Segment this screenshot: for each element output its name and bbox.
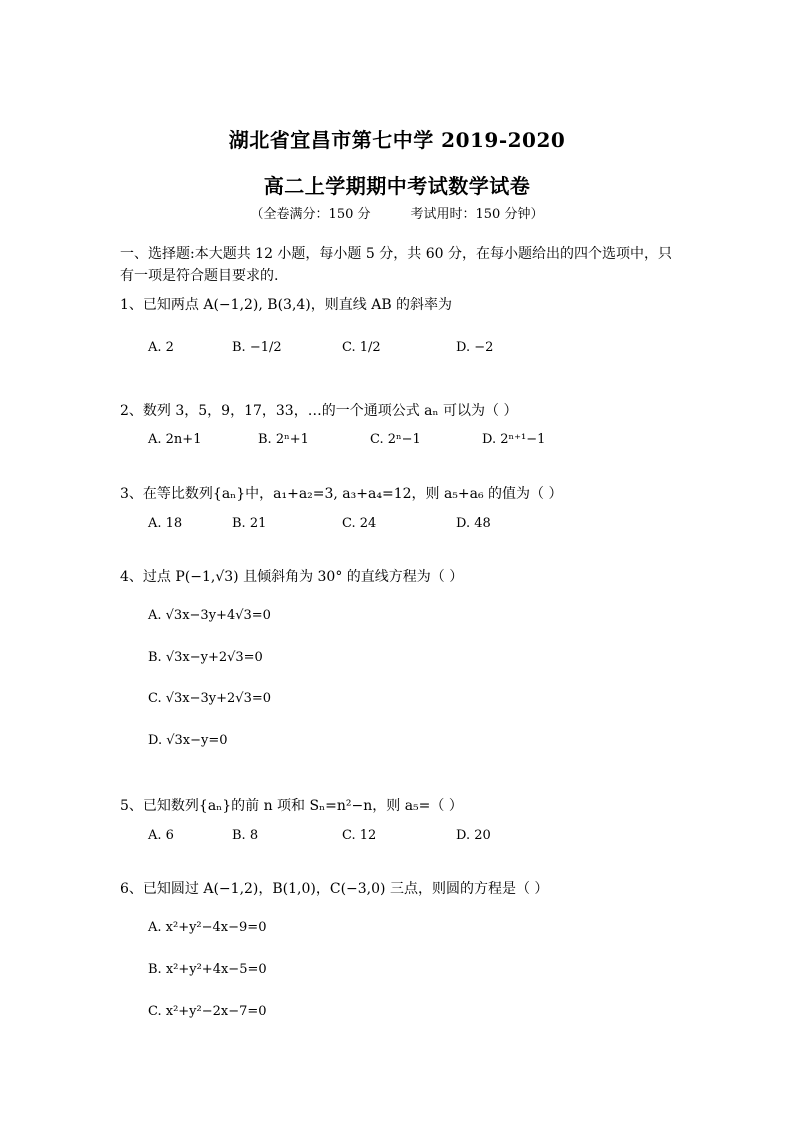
question-2-option-a: A. 2n+1: [148, 432, 202, 447]
question-5-stem: 5、已知数列{aₙ}的前 n 项和 Sₙ=n²−n，则 a₅=（ ）: [120, 798, 463, 814]
question-3-option-c: C. 24: [342, 516, 377, 531]
question-6-stem: 6、已知圆过 A(−1,2)，B(1,0)，C(−3,0) 三点，则圆的方程是（ ）: [120, 881, 549, 897]
question-4-option-b: B. √3x−y+2√3=0: [148, 650, 263, 665]
question-1-stem: 1、已知两点 A(−1,2), B(3,4)，则直线 AB 的斜率为: [120, 297, 453, 313]
question-2-option-c: C. 2ⁿ−1: [370, 432, 421, 447]
full-score: （全卷满分：150 分: [250, 207, 371, 222]
page-subtitle: 高二上学期期中考试数学试卷: [263, 174, 531, 198]
page-title: 湖北省宜昌市第七中学 2019-2020: [228, 128, 566, 152]
question-4-option-c: C. √3x−3y+2√3=0: [148, 691, 272, 706]
question-3-stem: 3、在等比数列{aₙ}中，a₁+a₂=3, a₃+a₄=12，则 a₅+a₆ 的值为（ ）: [120, 486, 563, 502]
question-4-option-d: D. √3x−y=0: [148, 733, 228, 748]
exam-time: 考试用时：150 分钟）: [410, 207, 544, 222]
question-2-stem: 2、数列 3，5，9，17，33，…的一个通项公式 aₙ 可以为（ ）: [120, 403, 518, 419]
section-intro: 一、选择题:本大题共 12 小题，每小题 5 分，共 60 分，在每小题给出的四个选项中，只有一项是符合题目要求的.: [120, 246, 672, 284]
question-6-option-c: C. x²+y²−2x−7=0: [148, 1004, 267, 1019]
question-5-option-a: A. 6: [148, 828, 174, 843]
question-6-option-a: A. x²+y²−4x−9=0: [148, 920, 267, 935]
question-3-option-d: D. 48: [456, 516, 491, 531]
question-2-option-b: B. 2ⁿ+1: [258, 432, 309, 447]
question-5-option-d: D. 20: [456, 828, 491, 843]
question-3-option-b: B. 21: [232, 516, 267, 531]
question-5-option-b: B. 8: [232, 828, 259, 843]
question-1-option-d: D. −2: [456, 340, 494, 355]
question-1-option-a: A. 2: [148, 340, 174, 355]
question-5-option-c: C. 12: [342, 828, 377, 843]
question-1-option-c: C. 1/2: [342, 340, 381, 355]
question-1-option-b: B. −1/2: [232, 340, 282, 355]
question-4-option-a: A. √3x−3y+4√3=0: [148, 608, 271, 623]
question-6-option-b: B. x²+y²+4x−5=0: [148, 962, 267, 977]
question-4-stem: 4、过点 P(−1,√3) 且倾斜角为 30° 的直线方程为（ ）: [120, 569, 464, 585]
exam-info: [0, 203, 794, 222]
question-2-option-d: D. 2ⁿ⁺¹−1: [482, 432, 546, 447]
question-3-option-a: A. 18: [148, 516, 183, 531]
